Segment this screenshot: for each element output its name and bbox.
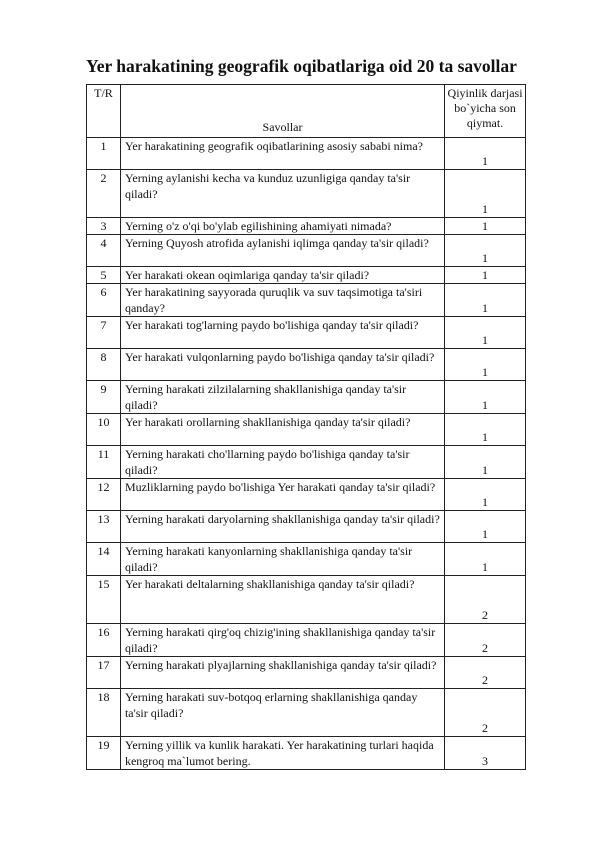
row-difficulty: 2 <box>445 576 526 624</box>
table-row <box>87 381 526 414</box>
table-row <box>87 317 526 349</box>
row-difficulty: 1 <box>445 138 526 170</box>
row-question: Yerning harakati suv-botqoq erlarning shakllanishiga qanday ta'sir qiladi? <box>120 689 444 737</box>
row-question: Yerning harakati cho'llarning paydo bo'lishiga qanday ta'sir qiladi? <box>120 446 444 479</box>
row-number: 19 <box>87 737 121 770</box>
row-number: 5 <box>87 267 121 284</box>
table-row <box>87 624 526 657</box>
row-question: Yer harakati tog'larning paydo bo'lishiga qanday ta'sir qiladi? <box>120 317 444 349</box>
table-row <box>87 657 526 689</box>
row-question: Yerning harakati daryolarning shakllanishiga qanday ta'sir qiladi? <box>120 511 444 543</box>
row-question: Yer harakati orollarning shakllanishiga qanday ta'sir qiladi? <box>120 414 444 446</box>
row-difficulty: 2 <box>445 624 526 657</box>
row-question: Yer harakatining geografik oqibatlarining asosiy sababi nima? <box>120 138 444 170</box>
row-difficulty: 1 <box>445 349 526 381</box>
table-row <box>87 414 526 446</box>
row-number: 6 <box>87 284 121 317</box>
row-number: 13 <box>87 511 121 543</box>
row-number: 7 <box>87 317 121 349</box>
row-difficulty: 2 <box>445 689 526 737</box>
row-difficulty: 2 <box>445 657 526 689</box>
row-number: 1 <box>87 138 121 170</box>
header-number: T/R <box>87 85 121 138</box>
row-question: Yerning harakati plyajlarning shakllanishiga qanday ta'sir qiladi? <box>120 657 444 689</box>
row-question: Yerning harakati qirg'oq chizig'ining shakllanishiga qanday ta'sir qiladi? <box>120 624 444 657</box>
row-question: Yer harakati deltalarning shakllanishiga qanday ta'sir qiladi? <box>120 576 444 624</box>
row-question: Yerning Quyosh atrofida aylanishi iqlimga qanday ta'sir qiladi? <box>120 235 444 267</box>
row-difficulty: 1 <box>445 511 526 543</box>
header-question: Savollar <box>120 85 444 138</box>
document-title: Yer harakatining geografik oqibatlariga oid 20 ta savollar <box>86 56 517 76</box>
row-number: 18 <box>87 689 121 737</box>
table-row <box>87 218 526 235</box>
row-number: 2 <box>87 170 121 218</box>
row-question: Yerning harakati kanyonlarning shakllanishiga qanday ta'sir qiladi? <box>120 543 444 576</box>
row-number: 15 <box>87 576 121 624</box>
row-difficulty: 1 <box>445 446 526 479</box>
row-number: 17 <box>87 657 121 689</box>
table-row <box>87 138 526 170</box>
row-question: Yerning yillik va kunlik harakati. Yer harakatining turlari haqida kengroq ma`lumot bering. <box>120 737 444 770</box>
questions-table <box>86 84 526 770</box>
table-row <box>87 349 526 381</box>
row-question: Yerning aylanishi kecha va kunduz uzunligiga qanday ta'sir qiladi? <box>120 170 444 218</box>
row-question: Yerning harakati zilzilalarning shakllanishiga qanday ta'sir qiladi? <box>120 381 444 414</box>
row-difficulty: 3 <box>445 737 526 770</box>
header-difficulty: Qiyinlik darjasi bo`yicha son qiymat. <box>445 85 526 138</box>
table-row <box>87 689 526 737</box>
row-question: Yer harakati vulqonlarning paydo bo'lishiga qanday ta'sir qiladi? <box>120 349 444 381</box>
row-question: Yer harakatining sayyorada quruqlik va suv taqsimotiga ta'siri qanday? <box>120 284 444 317</box>
table-row <box>87 576 526 624</box>
table-row <box>87 235 526 267</box>
row-difficulty: 1 <box>445 317 526 349</box>
row-number: 12 <box>87 479 121 511</box>
row-difficulty: 1 <box>445 170 526 218</box>
table-row <box>87 170 526 218</box>
table-row <box>87 446 526 479</box>
table-header-row <box>87 85 526 138</box>
table-row <box>87 267 526 284</box>
row-question: Yerning o'z o'qi bo'ylab egilishining ahamiyati nimada? <box>120 218 444 235</box>
table-row <box>87 511 526 543</box>
row-number: 4 <box>87 235 121 267</box>
row-difficulty: 1 <box>445 267 526 284</box>
row-number: 3 <box>87 218 121 235</box>
row-number: 11 <box>87 446 121 479</box>
row-number: 16 <box>87 624 121 657</box>
row-difficulty: 1 <box>445 479 526 511</box>
row-difficulty: 1 <box>445 284 526 317</box>
row-number: 9 <box>87 381 121 414</box>
row-difficulty: 1 <box>445 381 526 414</box>
table-row <box>87 284 526 317</box>
row-number: 10 <box>87 414 121 446</box>
row-number: 8 <box>87 349 121 381</box>
table-row <box>87 543 526 576</box>
row-question: Yer harakati okean oqimlariga qanday ta'sir qiladi? <box>120 267 444 284</box>
row-difficulty: 1 <box>445 235 526 267</box>
row-difficulty: 1 <box>445 218 526 235</box>
table-row <box>87 737 526 770</box>
row-number: 14 <box>87 543 121 576</box>
table-row <box>87 479 526 511</box>
row-question: Muzliklarning paydo bo'lishiga Yer harakati qanday ta'sir qiladi? <box>120 479 444 511</box>
row-difficulty: 1 <box>445 543 526 576</box>
row-difficulty: 1 <box>445 414 526 446</box>
